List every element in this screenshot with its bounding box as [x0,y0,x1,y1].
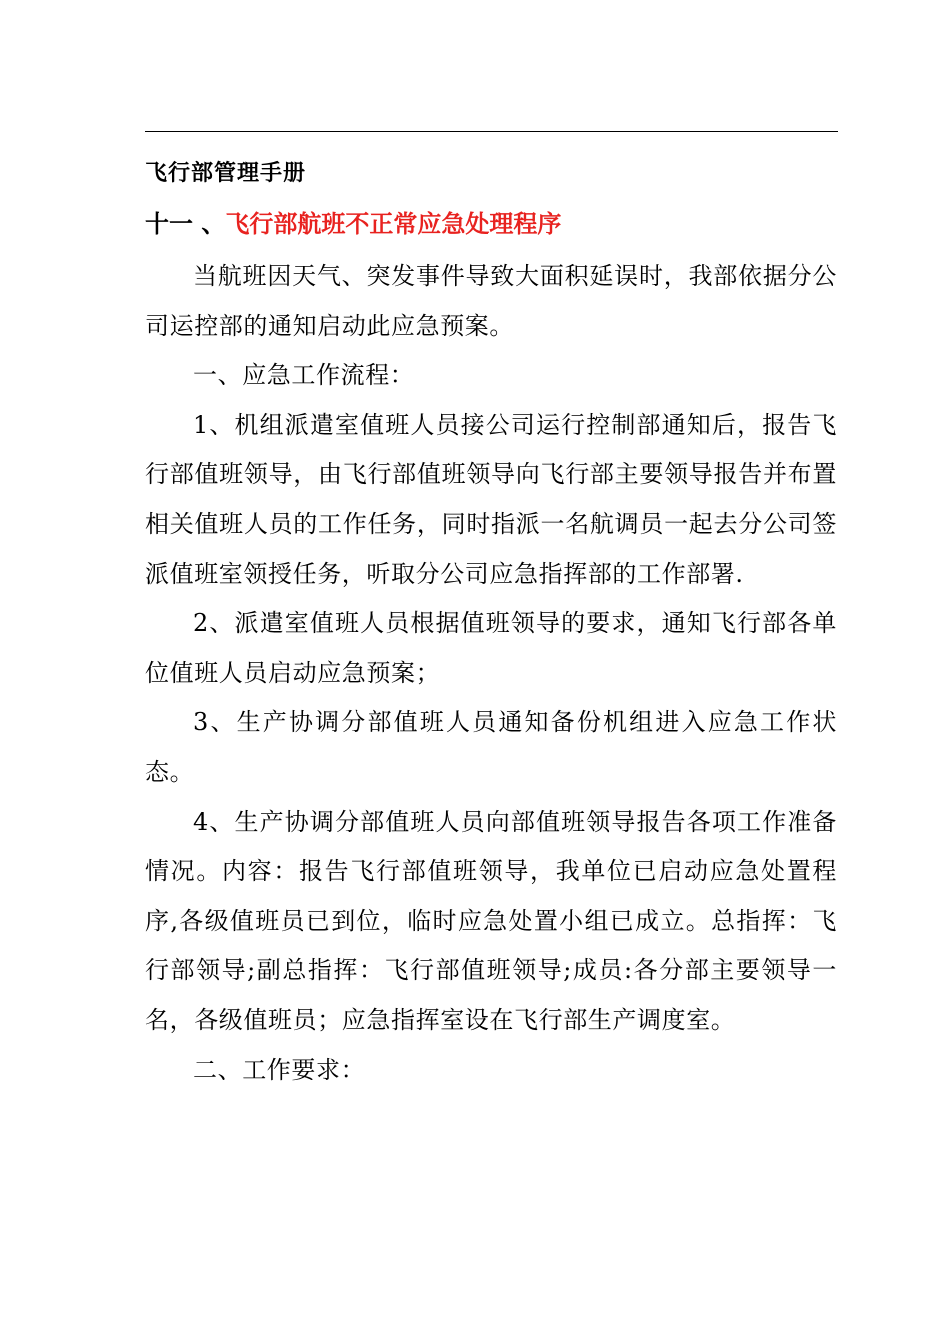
section-number: 十一 、 [145,209,226,238]
paragraph-requirements-heading: 二、工作要求： [193,1055,366,1084]
paragraph-step-4: 4、生产协调分部值班人员向部值班领导报告各项工作准备情况。内容：报告飞行部值班领导，我单位已启动应急处置程序,各级值班员已到位，临时应急处置小组已成立。总指挥：飞行部领导;副总指挥：飞行部值班领导;成员:各分部主要领导一名，各级值班员；应急指挥室设在飞行部生产调度室。 [145,807,837,1034]
paragraph-workflow-heading: 一、应急工作流程： [193,361,415,390]
paragraph-step-3: 3、生产协调分部值班人员通知备份机组进入应急工作状态。 [145,708,837,786]
paragraph-intro: 当航班因天气、突发事件导致大面积延误时，我部依据分公司运控部的通知启动此应急预案。 [145,262,837,340]
manual-title: 飞行部管理手册 [145,160,307,186]
section-heading [145,206,561,242]
header-rule [145,131,838,132]
paragraph-step-1: 1、机组派遣室值班人员接公司运行控制部通知后，报告飞行部值班领导，由飞行部值班领导向飞行部主要领导报告并布置相关值班人员的工作任务，同时指派一名航调员一起去分公司签派值班室领授任务，听取分公司应急指挥部的工作部署. [145,410,837,588]
section-title: 飞行部航班不正常应急处理程序 [225,209,562,238]
body-text [145,252,837,1095]
paragraph-step-2: 2、派遣室值班人员根据值班领导的要求，通知飞行部各单位值班人员启动应急预案； [145,609,837,687]
